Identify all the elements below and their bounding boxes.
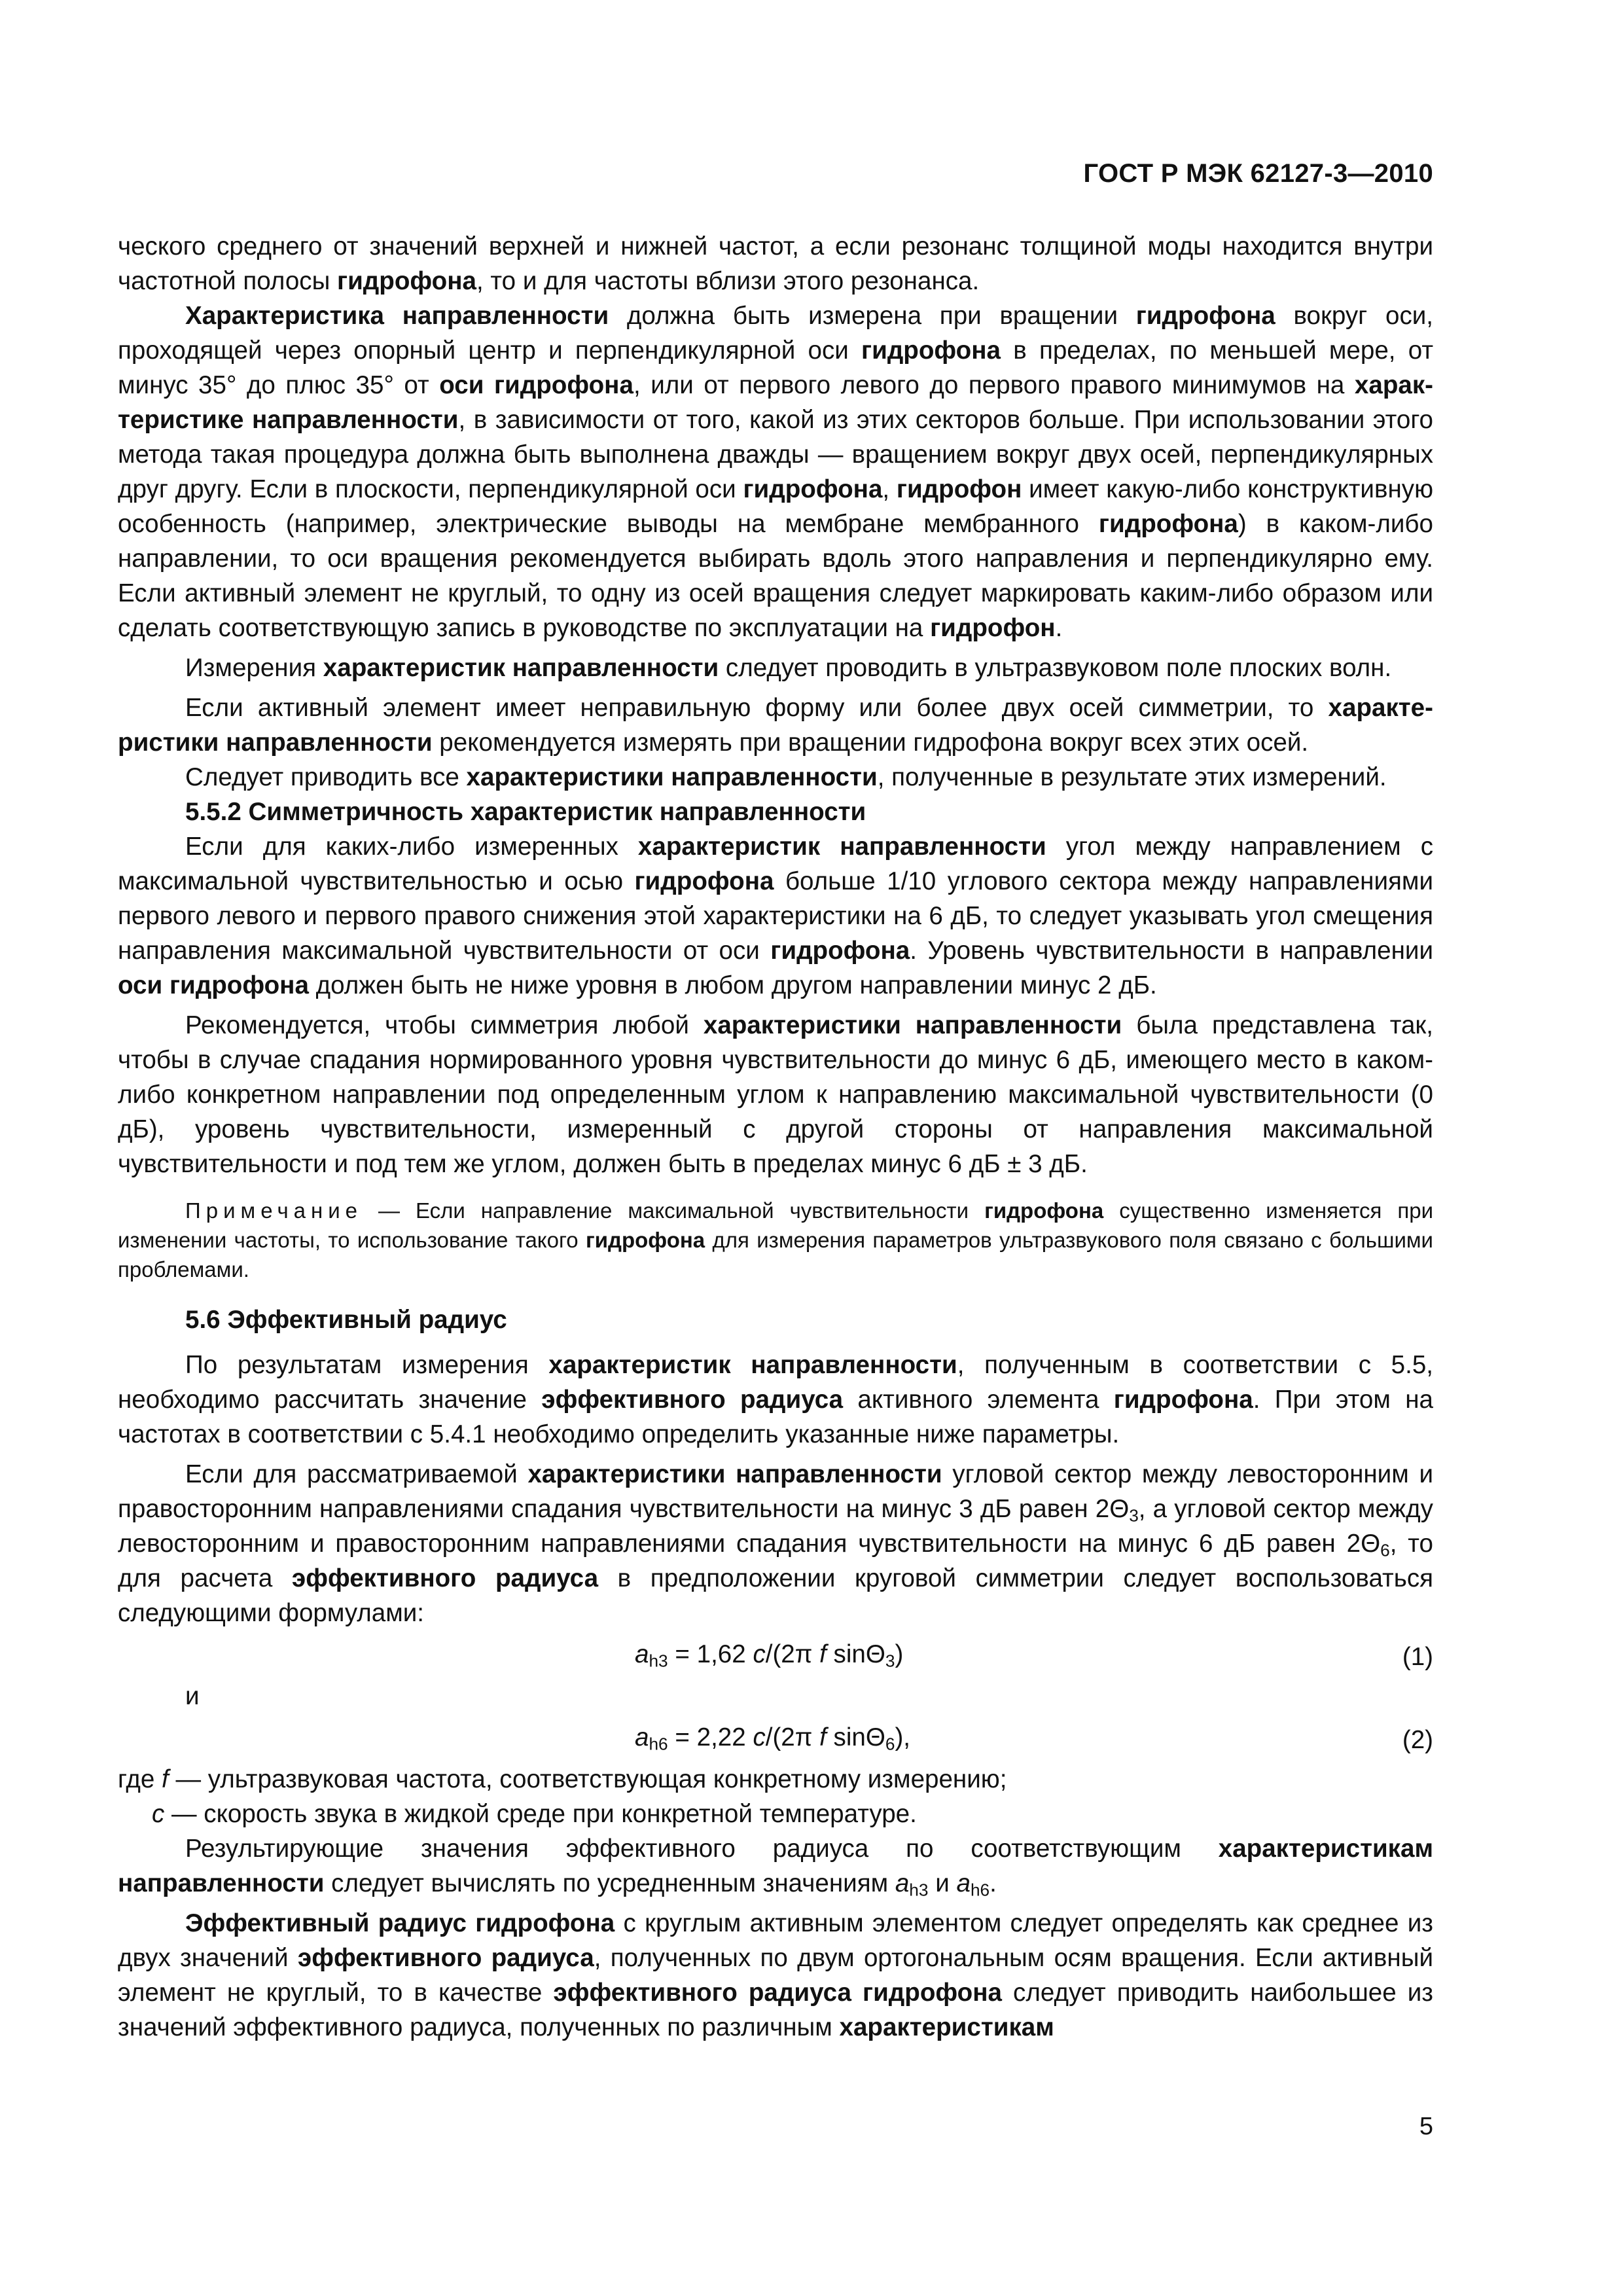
formula-2: $a_{h6} = 2,22$ c/(2π f sinΘ$_6$), [635, 1723, 911, 1754]
document-body [118, 229, 1433, 2045]
section-heading-5-5-2: 5.5.2 Симметричность характеристик направленности [185, 798, 866, 826]
note-label: Примечание [185, 1198, 363, 1223]
conjunction: и [185, 1682, 200, 1710]
paragraph: Эффективный радиус гидрофона с круглым активным элементом следует определять как среднее из двух значений эффективного радиуса, полученных по двум ортогональным осям вращения. Если активный элемент не круглый, то в качестве эффективного радиуса гидрофона следует приводить наибольшее из значений эффективного радиуса, полученных по различным характеристикам [118, 1909, 1433, 2041]
variable-definition-f: где f — ультразвуковая частота, соответствующая конкретному измерению; [118, 1765, 1007, 1793]
paragraph: Результирующие значения эффективного радиуса по соответствующим характеристикам направленности следует вычислять по усредненным значениям $a_{h3}$ и $a_{h6}$. [118, 1835, 1433, 1900]
equation-number-1: (1) [1402, 1643, 1433, 1671]
paragraph: Рекомендуется, чтобы симметрия любой характеристики направленности была представлена так, чтобы в случае спадания нормированного уровня чувствительности до минус 6 дБ, имеющего место в каком-либо конкретном направлении под определенным углом к направлению максимальной чувствительности (0 дБ), уровень чувствительности, измеренный с другой стороны от направления максимальной чувствительности и под тем же углом, должен быть в пределах минус 6 дБ ± 3 дБ. [118, 1011, 1433, 1178]
paragraph: Измерения характеристик направленности следует проводить в ультразвуковом поле плоских волн. [185, 654, 1392, 682]
paragraph: Если активный элемент имеет неправильную форму или более двух осей симметрии, то характеристики направленности рекомендуется измерять при вращении гидрофона вокруг всех этих осей. [118, 694, 1433, 757]
paragraph: Следует приводить все характеристики направленности, полученные в результате этих измерений. [185, 763, 1387, 791]
paragraph: Характеристика направленности должна быть измерена при вращении гидрофона вокруг оси, проходящей через опорный центр и перпендикулярной оси гидрофона в пределах, по меньшей мере, от минус 35° до плюс 35° от оси гидрофона, или от первого левого до первого правого минимумов на характеристике направленности, в зависимости от того, какой из этих секторов больше. При использовании этого метода такая процедура должна быть выполнена дважды — вращением вокруг двух осей, перпендикулярных друг другу. Если в плоскости, перпендикулярной оси гидрофона, гидрофон имеет какую-либо конструктивную особенность (например, электрические выводы на мембране мембранного гидрофона) в каком-либо направлении, то оси вращения рекомендуется выбирать вдоль этого направления и перпендикулярно ему. Если активный элемент не круглый, то одну из осей вращения следует маркировать каким-либо образом или сделать соответствующую запись в руководстве по эксплуатации на гидрофон. [118, 302, 1434, 642]
formula-row-1 [118, 1632, 1433, 1677]
document-header: ГОСТ Р МЭК 62127-3—2010 [1083, 159, 1433, 188]
formula-row-2 [118, 1715, 1433, 1761]
formula-1: $a_{h3} = 1,62$ c/(2π f sinΘ$_3$) [635, 1640, 904, 1671]
paragraph: Если для рассматриваемой характеристики направленности угловой сектор между левосторонним и правосторонним направлениями спадания чувствительности на минус 3 дБ равен $2\Theta_3$, а угловой сектор между левосторонним и правосторонним направлениями спадания чувствительности на минус 6 дБ равен $2\Theta_6$, то для расчета эффективного радиуса в предположении круговой симметрии следует воспользоваться следующими формулами: [118, 1460, 1434, 1627]
section-heading-5-6: 5.6 Эффективный радиус [185, 1306, 507, 1334]
paragraph: Если для каких-либо измеренных характеристик направленности угол между направлением с максимальной чувствительностью и осью гидрофона больше 1/10 углового сектора между направлениями первого левого и первого правого снижения этой характеристики на 6 дБ, то следует указывать угол смещения направления максимальной чувствительности от оси гидрофона. Уровень чувствительности в направлении оси гидрофона должен быть не ниже уровня в любом другом направлении минус 2 дБ. [118, 833, 1434, 999]
note: Примечание — Если направление максимальной чувствительности гидрофона существенно изменяется при изменении частоты, то использование такого гидрофона для измерения параметров ультразвукового поля связано с большими проблемами. [118, 1198, 1433, 1282]
equation-number-2: (2) [1402, 1726, 1433, 1754]
page-number: 5 [1419, 2113, 1433, 2140]
paragraph: ческого среднего от значений верхней и нижней частот, а если резонанс толщиной моды находится внутри частотной полосы гидрофона, то и для частоты вблизи этого резонанса. [118, 232, 1433, 295]
paragraph: По результатам измерения характеристик направленности, полученным в соответствии с 5.5, необходимо рассчитать значение эффективного радиуса активного элемента гидрофона. При этом на частотах в соответствии с 5.4.1 необходимо определить указанные ниже параметры. [118, 1351, 1433, 1448]
variable-definition-c: c — скорость звука в жидкой среде при конкретной температуре. [152, 1800, 917, 1828]
